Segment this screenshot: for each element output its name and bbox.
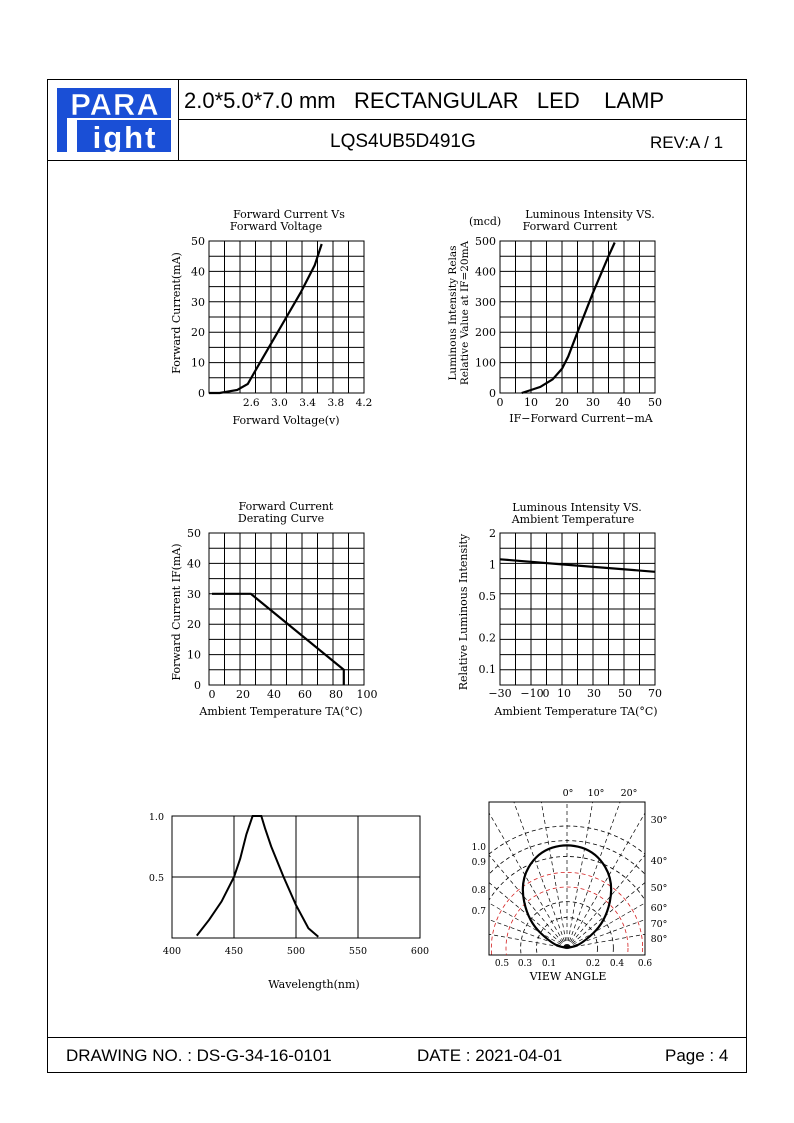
chart2-title-line2: Forward Current [522, 220, 618, 233]
polar-angle-spoke [460, 858, 567, 948]
chart4-y-tick-label: 0.1 [478, 662, 496, 676]
chart4-y-tick-label: 0.5 [478, 589, 496, 603]
chart3-x-tick-label: 60 [298, 688, 312, 701]
logo-bottom-text: ight [92, 120, 158, 154]
chart1-series-line [209, 244, 322, 393]
chart2-title-line1: Luminous Intensity VS. [525, 208, 655, 221]
polar-bottom-label: 0.4 [609, 959, 625, 969]
polar-angle-label: 70° [650, 919, 668, 930]
chart1-y-tick-label: 30 [191, 295, 205, 309]
polar-angle-label: 20° [620, 788, 638, 799]
polar-bottom-label: 0.3 [517, 959, 533, 969]
polar-radial-label: 0.7 [471, 907, 486, 917]
chart5-x-tick-label: 550 [348, 946, 368, 957]
chart2-y-tick-label: 500 [475, 235, 496, 248]
chart5-x-tick-label: 450 [224, 946, 244, 957]
title-divider [178, 119, 747, 120]
chart1-x-tick-label: 3.4 [299, 397, 316, 409]
chart4-x-tick-label: 50 [618, 687, 632, 700]
polar-angle-label: 80° [650, 934, 668, 945]
footer-divider [47, 1037, 747, 1038]
polar-radial-label: 0.8 [471, 886, 486, 896]
chart5-x-tick-label: 500 [286, 946, 306, 957]
chart1-xlabel: Forward Voltage(v) [232, 414, 340, 427]
polar-bottom-label: 0.2 [585, 959, 601, 969]
chart1-title-line2: Forward Voltage [229, 220, 323, 233]
chart-luminous-intensity-vs-temperature [440, 495, 680, 725]
chart2-x-tick-label: 0 [496, 396, 504, 409]
chart4-ylabel: Relative Luminous Intensity [457, 533, 470, 691]
polar-angle-label: 60° [650, 903, 668, 914]
chart5-x-tick-label: 600 [410, 946, 430, 957]
chart-view-angle [460, 780, 680, 990]
chart3-y-tick-label: 10 [187, 648, 201, 662]
chart4-title-line1: Luminous Intensity VS. [512, 501, 642, 514]
chart1-x-tick-label: 3.0 [271, 397, 288, 409]
chart2-x-tick-label: 10 [524, 396, 538, 409]
chart-forward-current-vs-voltage [160, 200, 390, 435]
chart1-x-tick-label: 3.8 [327, 397, 345, 409]
document-title: 2.0*5.0*7.0 mm RECTANGULAR LED LAMP [184, 88, 665, 113]
chart1-y-tick-label: 0 [198, 387, 205, 400]
chart2-unit: (mcd) [469, 215, 502, 228]
chart2-x-tick-label: 50 [648, 396, 662, 409]
chart4-y-tick-label: 1 [489, 558, 496, 572]
chart2-x-tick-label: 20 [555, 396, 569, 409]
chart5-series-line [197, 816, 318, 937]
polar-angle-spoke [460, 917, 567, 948]
chart2-xlabel: IF−Forward Current−mA [509, 412, 653, 425]
logo-side-band [57, 88, 67, 152]
chart2-y-tick-label: 0 [489, 387, 496, 400]
chart3-x-tick-label: 40 [267, 688, 281, 701]
page-number: Page : 4 [665, 1046, 729, 1065]
chart4-xlabel: Ambient Temperature TA(°C) [494, 705, 658, 718]
chart2-y-tick-label: 200 [475, 326, 496, 340]
chart6-xlabel: VIEW ANGLE [529, 970, 607, 983]
chart4-x-tick-label: −10 [520, 687, 544, 700]
chart2-x-tick-label: 30 [586, 396, 600, 409]
chart5-x-tick-label: 400 [162, 946, 182, 957]
chart1-x-tick-label: 2.6 [242, 397, 260, 409]
chart2-ylabel-line2: Relative Value at IF=20mA [459, 240, 471, 386]
polar-radial-label: 0.9 [471, 858, 486, 868]
chart-luminous-intensity-vs-current [440, 200, 680, 435]
chart3-x-tick-label: 100 [356, 688, 378, 701]
chart5-xlabel: Wavelength(nm) [268, 978, 360, 991]
chart4-x-tick-label: −30 [488, 687, 512, 700]
chart3-y-tick-label: 0 [194, 679, 201, 692]
chart3-y-tick-label: 40 [187, 557, 201, 571]
polar-angle-spoke [567, 780, 598, 948]
polar-angle-label: 0° [562, 788, 574, 799]
chart5-y-tick-label: 0.5 [148, 873, 164, 884]
chart4-x-tick-label: 0 [542, 687, 550, 700]
chart1-y-tick-label: 10 [191, 356, 205, 370]
chart1-x-tick-label: 4.2 [355, 397, 373, 409]
part-number: LQS4UB5D491G [330, 131, 476, 152]
chart2-x-tick-label: 40 [617, 396, 631, 409]
polar-angle-spoke [505, 780, 567, 948]
chart2-y-tick-label: 400 [475, 265, 496, 279]
polar-bottom-label: 0.1 [541, 959, 557, 969]
polar-angle-label: 40° [650, 856, 668, 867]
polar-bottom-label: 0.6 [637, 959, 653, 969]
chart2-ylabel-line1: Luminous Intensity Relas [447, 245, 459, 381]
chart3-x-tick-label: 0 [208, 688, 216, 701]
chart1-title-line1: Forward Current Vs [233, 208, 345, 221]
chart3-x-tick-label: 20 [236, 688, 250, 701]
polar-angle-spoke [567, 780, 629, 948]
chart-spectral-distribution [130, 800, 430, 1000]
chart3-title-line2: Derating Curve [237, 512, 325, 525]
chart3-y-tick-label: 50 [187, 527, 201, 540]
chart4-y-tick-label: 0.2 [478, 631, 496, 645]
header-divider [47, 160, 747, 161]
revision: REV:A / 1 [650, 133, 724, 152]
chart1-ylabel: Forward Current(mA) [170, 252, 183, 374]
chart3-xlabel: Ambient Temperature TA(°C) [199, 705, 363, 718]
drawing-number: DRAWING NO. : DS-G-34-16-0101 [66, 1046, 332, 1065]
chart3-x-tick-label: 80 [329, 688, 343, 701]
para-light-logo [55, 86, 173, 154]
chart4-title-line2: Ambient Temperature [511, 513, 635, 526]
chart4-x-tick-label: 10 [557, 687, 571, 700]
polar-radial-label: 1.0 [471, 843, 486, 853]
chart1-y-tick-label: 40 [191, 265, 205, 279]
chart-derating-curve [160, 495, 390, 725]
polar-angle-label: 30° [650, 815, 668, 826]
chart5-y-tick-label: 1.0 [148, 812, 164, 823]
logo-divider [178, 79, 179, 160]
drawing-date: DATE : 2021-04-01 [417, 1046, 563, 1065]
polar-angle-label: 10° [587, 788, 605, 799]
logo-top-text: PARA [70, 87, 160, 122]
chart2-y-tick-label: 100 [475, 356, 496, 370]
chart4-y-tick-label: 2 [489, 527, 496, 540]
chart1-y-tick-label: 50 [191, 235, 205, 248]
polar-bottom-label: 0.5 [494, 959, 510, 969]
chart2-series-line [522, 243, 615, 394]
chart3-y-tick-label: 30 [187, 587, 201, 601]
chart3-ylabel: Forward Current IF(mA) [170, 543, 183, 681]
chart3-title-line1: Forward Current [238, 500, 334, 513]
polar-angle-spoke [536, 780, 567, 948]
chart4-x-tick-label: 30 [587, 687, 601, 700]
chart4-x-tick-label: 70 [648, 687, 662, 700]
polar-angle-label: 50° [650, 883, 668, 894]
chart3-y-tick-label: 20 [187, 618, 201, 632]
chart1-y-tick-label: 20 [191, 326, 205, 340]
chart2-y-tick-label: 300 [475, 295, 496, 309]
polar-angle-spoke [460, 810, 567, 948]
